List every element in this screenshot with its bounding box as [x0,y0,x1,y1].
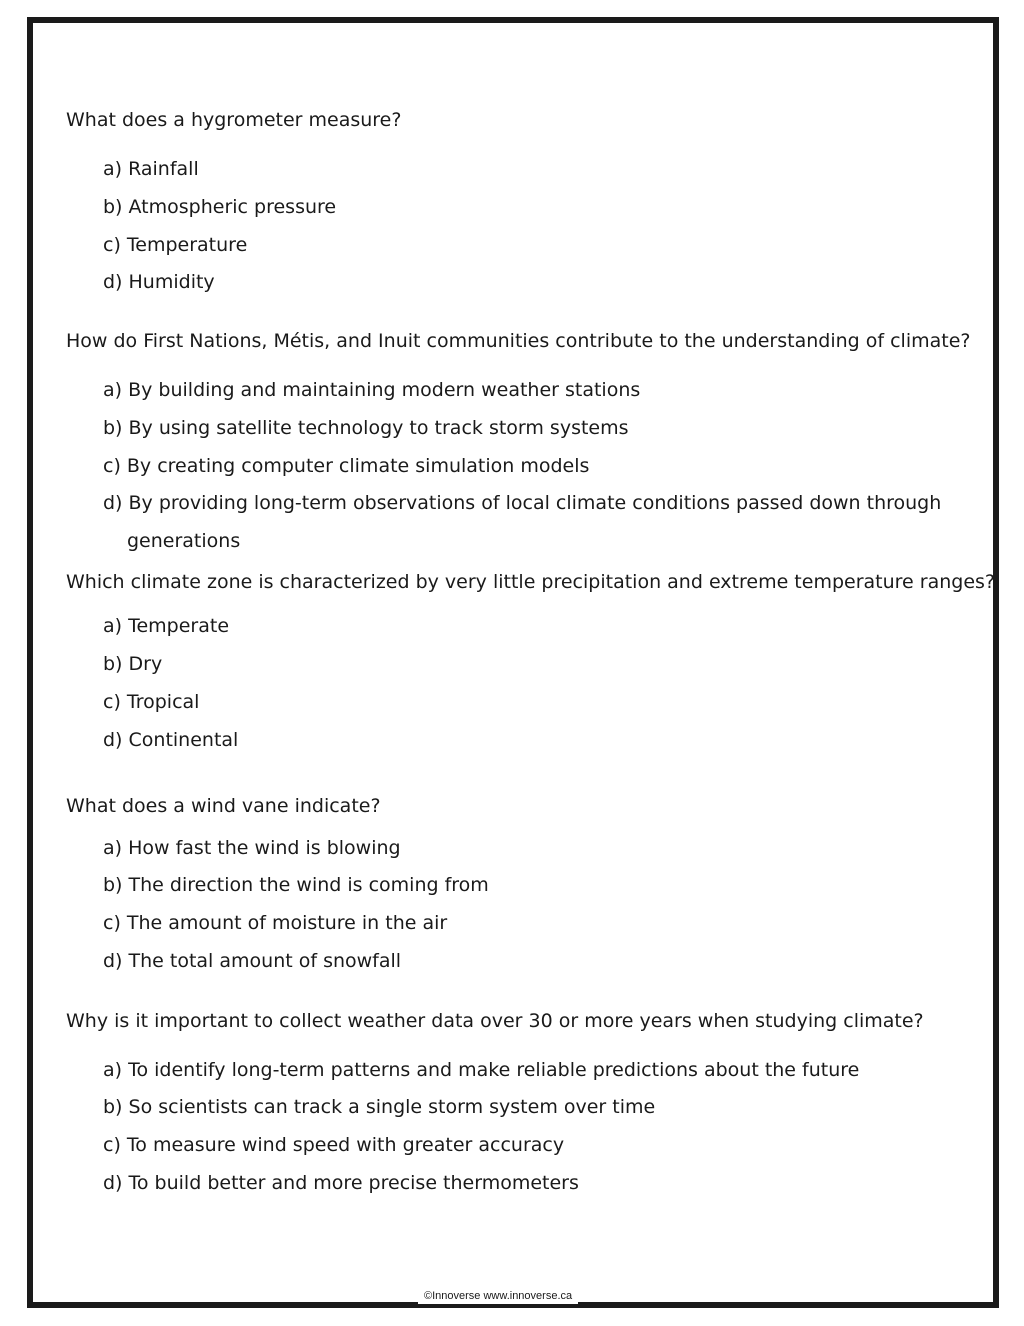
q4-option-c: c) The amount of moisture in the air [103,912,448,934]
q3-option-a: a) Temperate [103,615,230,637]
q5-option-d: d) To build better and more precise thermometers [103,1172,579,1194]
q3-option-b: b) Dry [103,653,163,675]
q1-option-a: a) Rainfall [103,158,199,180]
q4-option-b: b) The direction the wind is coming from [103,874,489,896]
q2-option-b: b) By using satellite technology to track storm systems [103,417,629,439]
q2-option-d: d) By providing long-term observations of local climate conditions passed down through [103,492,942,514]
q3-option-c: c) Tropical [103,691,200,713]
q4-option-a: a) How fast the wind is blowing [103,837,401,859]
q1-option-d: d) Humidity [103,271,215,293]
q2-option-a: a) By building and maintaining modern weather stations [103,379,641,401]
footer-copyright: ©Innoverse www.innoverse.ca [418,1288,578,1304]
q2-option-d-continued: generations [127,530,241,552]
q2-option-c: c) By creating computer climate simulation models [103,455,590,477]
q1-option-b: b) Atmospheric pressure [103,196,337,218]
question-3: Which climate zone is characterized by very little precipitation and extreme temperature ranges? [66,571,996,593]
q4-option-d: d) The total amount of snowfall [103,950,402,972]
question-4: What does a wind vane indicate? [66,795,381,817]
question-5: Why is it important to collect weather data over 30 or more years when studying climate? [66,1010,924,1032]
question-2: How do First Nations, Métis, and Inuit communities contribute to the understanding of climate? [66,330,971,352]
question-1: What does a hygrometer measure? [66,109,402,131]
q1-option-c: c) Temperature [103,234,248,256]
q5-option-c: c) To measure wind speed with greater accuracy [103,1134,565,1156]
q3-option-d: d) Continental [103,729,239,751]
q5-option-a: a) To identify long-term patterns and make reliable predictions about the future [103,1059,860,1081]
q5-option-b: b) So scientists can track a single storm system over time [103,1096,656,1118]
